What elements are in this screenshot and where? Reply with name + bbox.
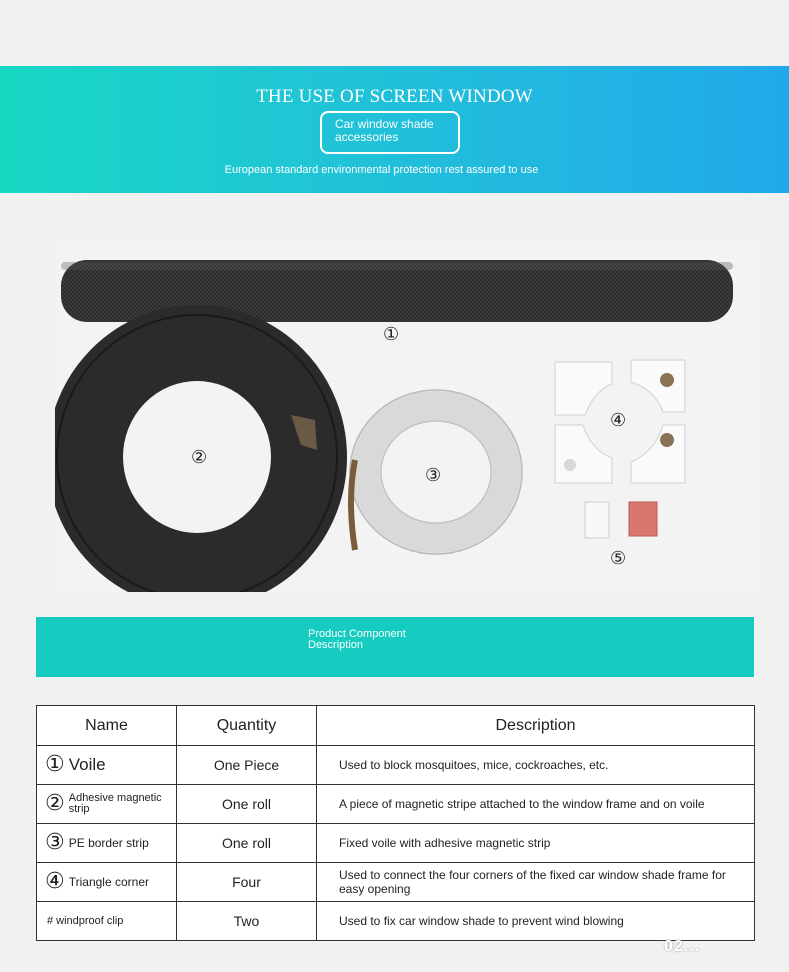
banner-tag-line-2: accessories xyxy=(335,130,399,144)
product-photo xyxy=(55,240,760,592)
row-name: Adhesive magnetic strip xyxy=(68,792,162,815)
row-description: Fixed voile with adhesive magnetic strip xyxy=(317,824,755,863)
row-name: windproof clip xyxy=(56,915,124,927)
photo-label-3: ③ xyxy=(425,465,442,486)
row-quantity: Four xyxy=(177,863,317,902)
row-description: Used to block mosquitoes, mice, cockroaches, etc. xyxy=(317,746,755,785)
row-description: Used to fix car window shade to prevent wind blowing xyxy=(317,902,755,941)
watermark-text: 02... xyxy=(664,938,701,955)
row-marker: ① xyxy=(45,752,65,777)
component-title-line-1: Product Component xyxy=(308,628,406,640)
table-row xyxy=(37,902,755,941)
row-marker: ② xyxy=(45,791,65,816)
header-description: Description xyxy=(317,706,755,746)
row-description: A piece of magnetic stripe attached to the window frame and on voile xyxy=(317,785,755,824)
windproof-clip-white xyxy=(585,502,609,538)
row-quantity: One roll xyxy=(177,824,317,863)
name-cell xyxy=(37,902,177,941)
row-marker: ③ xyxy=(45,830,65,855)
name-cell xyxy=(37,746,177,785)
header-quantity: Quantity xyxy=(177,706,317,746)
table-row xyxy=(37,746,755,785)
windproof-clip-red xyxy=(629,502,657,536)
photo-label-2: ② xyxy=(191,447,208,468)
banner-subtitle: European standard environmental protection rest assured to use xyxy=(224,164,539,176)
row-quantity: One roll xyxy=(177,785,317,824)
table-header-row xyxy=(37,706,755,746)
component-description-title xyxy=(308,629,406,651)
row-name: Voile xyxy=(68,755,106,774)
row-name: PE border strip xyxy=(68,836,149,850)
photo-label-1: ① xyxy=(383,324,400,345)
name-cell xyxy=(37,863,177,902)
row-name: Triangle corner xyxy=(68,875,149,889)
table-row xyxy=(37,863,755,902)
row-description: Used to connect the four corners of the fixed car window shade frame for easy opening xyxy=(317,863,755,902)
photo-label-5: ⑤ xyxy=(610,548,627,569)
component-table xyxy=(36,705,755,941)
product-illustration xyxy=(55,240,760,592)
name-cell xyxy=(37,824,177,863)
row-marker: ④ xyxy=(45,869,65,894)
photo-label-4: ④ xyxy=(610,410,627,431)
header-banner xyxy=(0,66,789,193)
banner-title: THE USE OF SCREEN WINDOW xyxy=(256,86,533,107)
name-cell xyxy=(37,785,177,824)
banner-tag-line-1: Car window shade xyxy=(335,117,434,131)
component-title-line-2: Description xyxy=(308,639,364,651)
table-row xyxy=(37,785,755,824)
row-marker: # xyxy=(47,915,54,927)
banner-tag-box xyxy=(320,111,460,154)
row-quantity: One Piece xyxy=(177,746,317,785)
table-row xyxy=(37,824,755,863)
row-quantity: Two xyxy=(177,902,317,941)
header-name: Name xyxy=(37,706,177,746)
component-description-bar xyxy=(36,617,754,677)
